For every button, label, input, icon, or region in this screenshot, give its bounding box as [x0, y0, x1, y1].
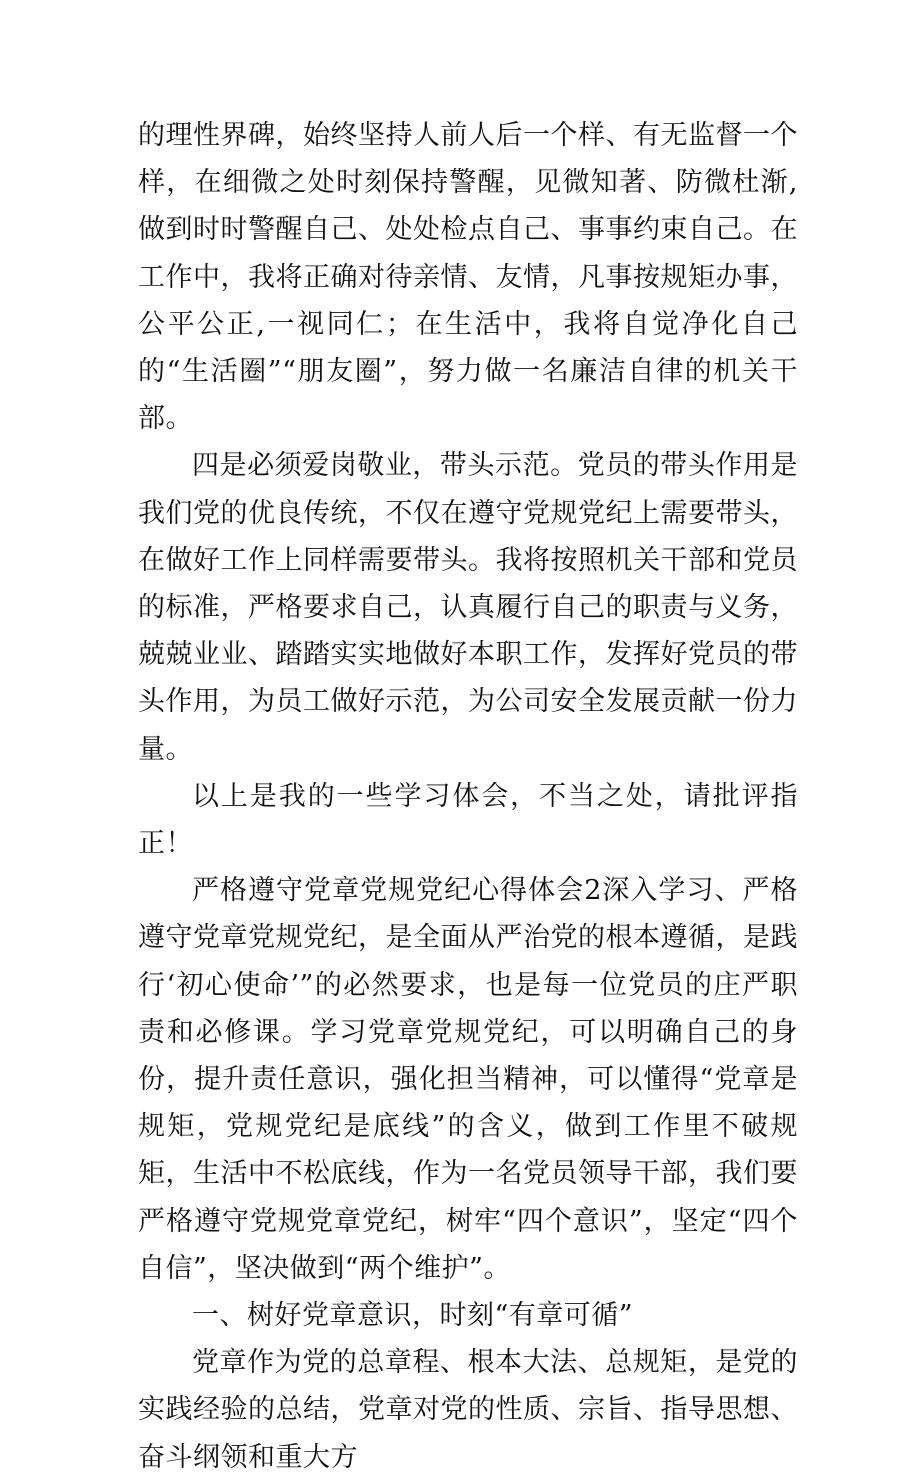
paragraph-continuation: 的理性界碑，始终坚持人前人后一个样、有无监督一个样，在细微之处时刻保持警醒，见微知著、防微杜渐,做到时时警醒自己、处处检点自己、事事约束自己。在工作中，我将正确对待亲情、友情，凡事按规矩办事，公平公正,一视同仁；在生活中，我将自觉净化自己的“生活圈”“朋友圈”，努力做一名廉洁自律的机关干部。: [138, 120, 798, 435]
paragraph-party-constitution: 党章作为党的总章程、根本大法、总规矩，是党的实践经验的总结，党章对党的性质、宗旨、指导思想、奋斗纲领和重大方: [138, 1347, 798, 1473]
paragraph-essay-two-intro: 严格遵守党章党规党纪心得体会2深入学习、严格遵守党章党规党纪，是全面从严治党的根本遵循，是践行‘初心使命’”的必然要求，也是每一位党员的庄严职责和必修课。学习党章党规党纪，可以明确自己的身份，提升责任意识，强化担当精神，可以懂得“党章是规矩，党规党纪是底线”的含义，做到工作里不破规矩，生活中不松底线，作为一名党员领导干部，我们要严格遵守党规党章党纪，树牢“四个意识”，坚定“四个自信”，坚决做到“两个维护”。: [138, 875, 798, 1284]
paragraph-point-four: 四是必须爱岗敬业，带头示范。党员的带头作用是我们党的优良传统，不仅在遵守党规党纪上需要带头，在做好工作上同样需要带头。我将按照机关干部和党员的标准，严格要求自己，认真履行自己的职责与义务，兢兢业业、踏踏实实地做好本职工作，发挥好党员的带头作用，为员工做好示范，为公司安全发展贡献一份力量。: [138, 450, 798, 765]
paragraph-closing-remark: 以上是我的一些学习体会，不当之处，请批评指正！: [138, 780, 798, 860]
section-heading-one: 一、树好党章意识，时刻“有章可循”: [192, 1300, 634, 1332]
document-body: [138, 112, 798, 1481]
